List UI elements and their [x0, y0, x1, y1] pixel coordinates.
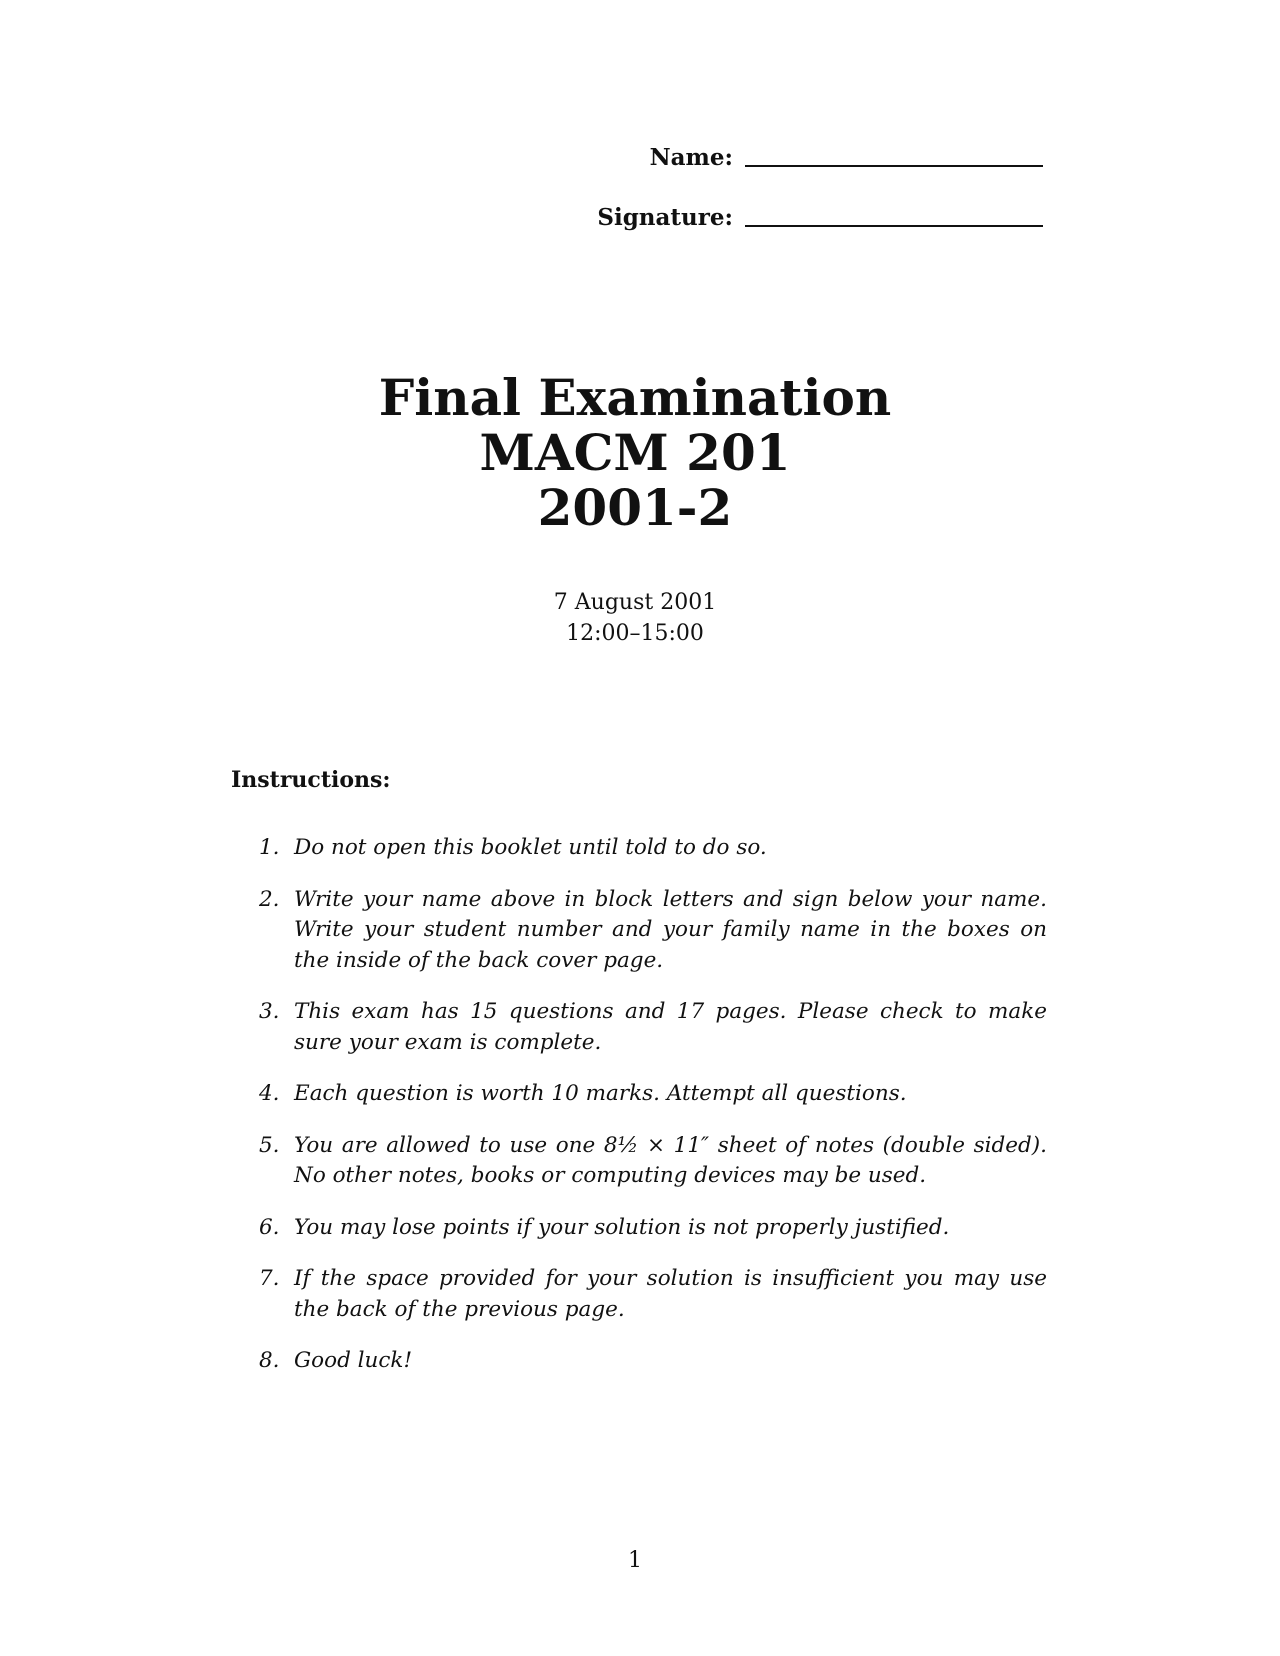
- instruction-item: [259, 833, 1047, 864]
- instruction-text: If the space provided for your solution is insufficient you may use the back of the previous page.: [294, 1266, 1047, 1322]
- instruction-number: 7.: [259, 1266, 280, 1291]
- signature-field-row: [597, 206, 1043, 229]
- instruction-number: 2.: [259, 886, 280, 912]
- instruction-text: You may lose points if your solution is not properly justified.: [294, 1214, 950, 1240]
- instruction-number: 5.: [259, 1132, 280, 1158]
- signature-field[interactable]: [745, 225, 1043, 227]
- instruction-text: You are allowed to use one 8½ × 11″ sheet of notes (double sided). No other notes, books or computing devices may be used.: [294, 1132, 1047, 1188]
- instruction-item: [259, 1131, 1047, 1192]
- instruction-item: [259, 1346, 1047, 1377]
- instruction-text: Write your name above in block letters and sign below your name. Write your student number and your family name in the boxes on the inside of the back cover page.: [294, 886, 1047, 973]
- instruction-item: [259, 997, 1047, 1058]
- instruction-text: Do not open this booklet until told to do so.: [294, 835, 767, 860]
- instruction-text: Good luck!: [294, 1348, 413, 1373]
- exam-date: 7 August 2001: [553, 590, 717, 615]
- page-number: 1: [628, 1548, 642, 1573]
- instruction-text: This exam has 15 questions and 17 pages. Please check to make sure your exam is complete.: [294, 999, 1047, 1055]
- signature-label: Signature:: [597, 204, 733, 231]
- instruction-item: [259, 1264, 1047, 1325]
- instructions-list: [259, 833, 1047, 1398]
- instruction-item: [259, 1213, 1047, 1244]
- instruction-item: [259, 1079, 1047, 1110]
- instruction-text: Each question is worth 10 marks. Attempt all questions.: [294, 1081, 907, 1106]
- name-field[interactable]: [745, 165, 1043, 167]
- name-field-row: [650, 146, 1043, 169]
- instruction-number: 8.: [259, 1348, 280, 1373]
- name-label: Name:: [649, 144, 733, 171]
- exam-title: [0, 370, 1270, 535]
- title-term: 2001-2: [537, 478, 733, 537]
- title-course-code: MACM 201: [479, 423, 791, 482]
- instruction-item: [259, 885, 1047, 977]
- instruction-number: 3.: [259, 999, 280, 1024]
- exam-date-time: [0, 587, 1270, 649]
- instruction-number: 1.: [259, 835, 280, 860]
- instructions-heading: Instructions:: [231, 767, 391, 793]
- exam-time: 12:00–15:00: [566, 621, 704, 646]
- instruction-number: 4.: [259, 1081, 280, 1106]
- instruction-number: 6.: [259, 1214, 280, 1240]
- title-line-1: Final Examination: [378, 368, 892, 427]
